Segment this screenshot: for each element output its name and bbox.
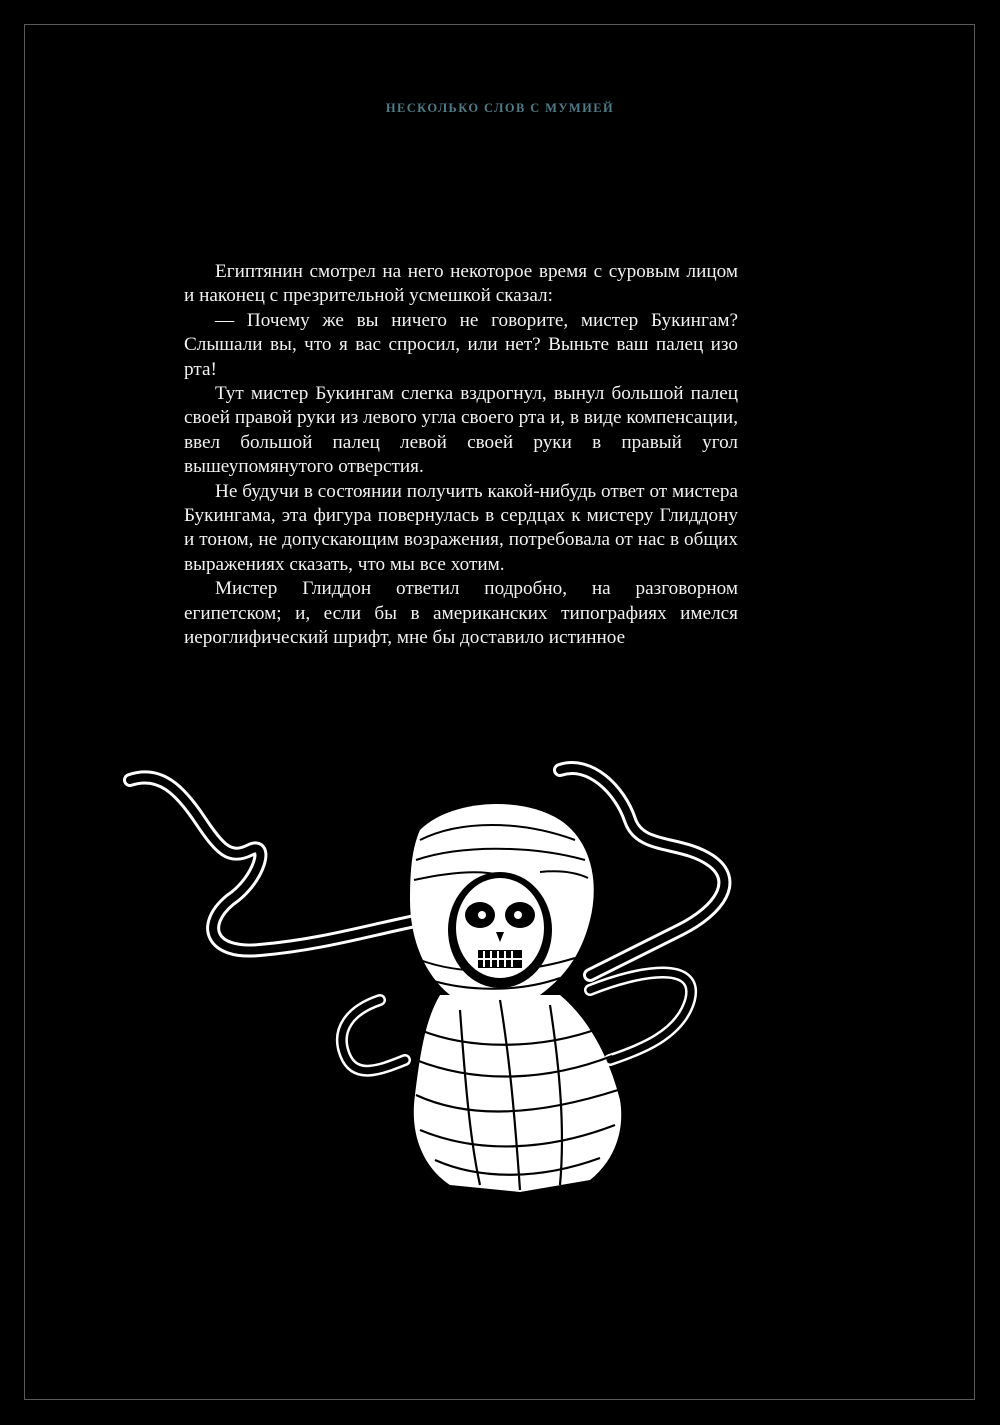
skull-face — [448, 872, 552, 988]
left-ribbon — [130, 777, 420, 950]
paragraph: — Почему же вы ничего не говорите, мистер Букингам? Слышали вы, что я вас спросил, или нет? Выньте ваш палец изо рта! — [184, 309, 738, 380]
mummy-illustration — [120, 760, 780, 1200]
paragraph: Не будучи в состоянии получить какой-нибудь ответ от мистера Букингама, эта фигура повернулась в сердцах к мистеру Глиддону и тоном, не допускающим возражения, потребовала от нас в общих выражениях сказать, что мы все хотим. — [184, 480, 738, 575]
running-head: НЕСКОЛЬКО СЛОВ С МУМИЕЙ — [385, 101, 615, 115]
paragraph: Египтянин смотрел на него некоторое время с суровым лицом и наконец с презрительной усмешкой сказал: — [184, 261, 738, 307]
paragraph: Мистер Глиддон ответил подробно, на разговорном египетском; и, если бы в американских типографиях имелся иероглифический шрифт, мне бы доставило истинное — [184, 578, 738, 649]
body-text — [184, 260, 738, 651]
paragraph: Тут мистер Букингам слегка вздрогнул, вынул большой палец своей правой руки из левого угла своего рта и, в виде компенсации, ввел большой палец левой своей руки в правый угол вышеупомянутого отверстия. — [184, 383, 738, 478]
